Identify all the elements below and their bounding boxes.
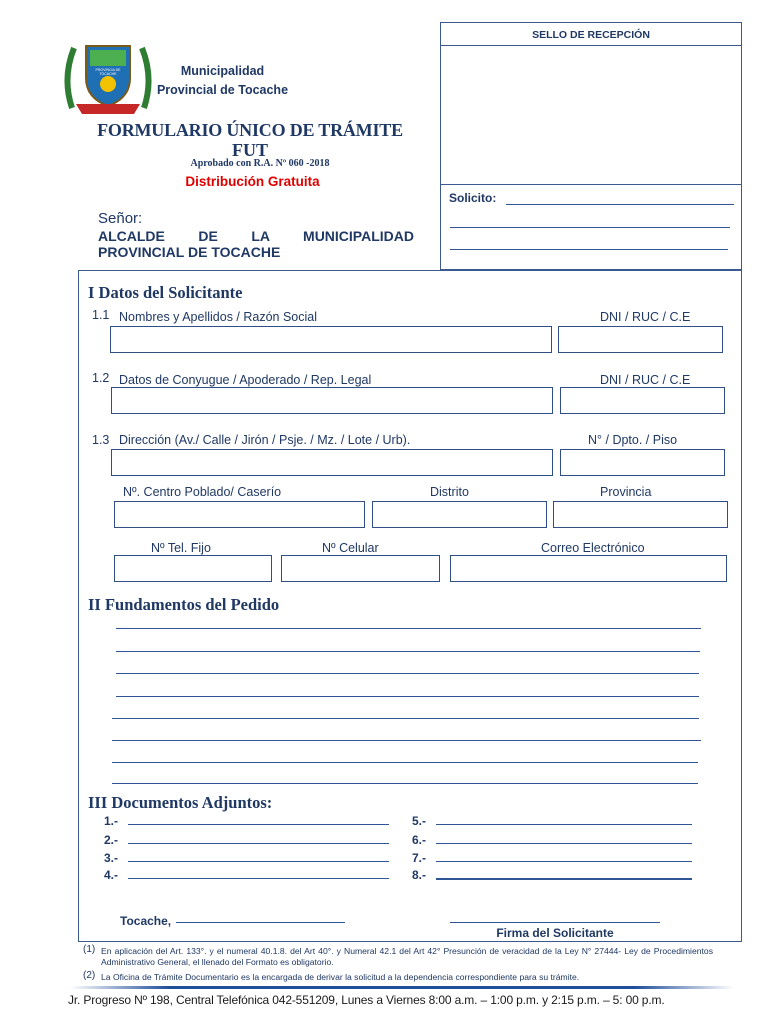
doc-item-4: 4.- xyxy=(104,868,119,882)
grounds-line-8[interactable] xyxy=(112,783,698,784)
id2-label: DNI / RUC / C.E xyxy=(600,373,691,387)
addressee-line2: PROVINCIAL DE TOCACHE xyxy=(98,244,281,260)
doc-line-8[interactable] xyxy=(436,878,692,880)
doc-item-3: 3.- xyxy=(104,851,119,865)
doc-item-2: 2.- xyxy=(104,833,119,847)
request-line-2[interactable] xyxy=(450,227,730,228)
org-name-line1: Municipalidad xyxy=(180,64,265,78)
doc-line-3[interactable] xyxy=(128,861,389,862)
dept-label: N° / Dpto. / Piso xyxy=(588,433,678,447)
village-field[interactable] xyxy=(114,501,365,528)
name-field[interactable] xyxy=(110,326,552,353)
address-label: Dirección (Av./ Calle / Jirón / Psje. / Mz. / Lote / Urb). xyxy=(119,433,411,447)
grounds-line-3[interactable] xyxy=(116,673,699,674)
doc-line-5[interactable] xyxy=(436,824,692,825)
addressee-line1: ALCALDE DE LA MUNICIPALIDAD xyxy=(98,228,414,244)
reception-box xyxy=(440,22,742,270)
doc-item-6: 6.- xyxy=(412,833,427,847)
stamp-title: SELLO DE RECEPCIÓN xyxy=(532,29,650,41)
name-label: Nombres y Apellidos / Razón Social xyxy=(119,310,318,324)
footer-rule xyxy=(70,986,734,989)
date-line[interactable] xyxy=(176,922,345,923)
row2-number: 1.2 xyxy=(92,371,110,385)
form-title: FORMULARIO ÚNICO DE TRÁMITE xyxy=(97,120,403,140)
signature-label: Firma del Solicitante xyxy=(496,926,614,940)
municipal-crest xyxy=(62,38,154,118)
note1-number: (1) xyxy=(83,944,96,955)
grounds-line-6[interactable] xyxy=(112,740,701,741)
id1-label: DNI / RUC / C.E xyxy=(600,310,691,324)
doc-line-2[interactable] xyxy=(128,843,389,844)
id1-field[interactable] xyxy=(558,326,723,353)
grounds-line-5[interactable] xyxy=(112,718,699,719)
stamp-area-divider xyxy=(441,184,741,185)
grounds-line-2[interactable] xyxy=(116,651,700,652)
row3-number: 1.3 xyxy=(92,433,110,447)
province-label: Provincia xyxy=(600,485,652,499)
doc-line-7[interactable] xyxy=(436,861,692,862)
signature-line[interactable] xyxy=(450,922,660,923)
section1-title: I Datos del Solicitante xyxy=(88,283,243,302)
doc-line-1[interactable] xyxy=(128,824,389,825)
distribution-text: Distribución Gratuita xyxy=(185,174,320,189)
request-line-1[interactable] xyxy=(506,204,734,205)
crest-caption: PROVINCIA DE TOCACHE xyxy=(95,68,121,76)
row1-number: 1.1 xyxy=(92,308,110,322)
note2-number: (2) xyxy=(83,970,96,981)
doc-item-1: 1.- xyxy=(104,814,119,828)
district-field[interactable] xyxy=(372,501,547,528)
request-label: Solicito: xyxy=(449,191,497,205)
request-line-3[interactable] xyxy=(450,249,728,250)
doc-item-8: 8.- xyxy=(412,868,427,882)
address-field[interactable] xyxy=(111,449,553,476)
id2-field[interactable] xyxy=(560,387,725,414)
mobile-field[interactable] xyxy=(281,555,440,582)
spouse-label: Datos de Conyugue / Apoderado / Rep. Legal xyxy=(119,373,372,387)
place-date-label: Tocache, xyxy=(120,914,172,928)
approval-text: Aprobado con R.A. Nº 060 -2018 xyxy=(190,158,330,169)
note2-text: La Oficina de Trámite Documentario es la encargada de derivar la solicitud a la dependencia correspondiente para su trámite. xyxy=(101,972,580,982)
email-field[interactable] xyxy=(450,555,727,582)
village-label: Nº. Centro Poblado/ Caserío xyxy=(123,485,282,499)
section3-title: III Documentos Adjuntos: xyxy=(88,793,273,812)
grounds-line-1[interactable] xyxy=(116,628,701,629)
doc-item-5: 5.- xyxy=(412,814,427,828)
doc-line-6[interactable] xyxy=(436,843,692,844)
note1-text: En aplicación del Art. 133°. y el numeral 40.1.8. del Art 40°. y Numeral 42.1 del Art 42° Presunción de veracidad de la Ley N° 27444- Ley de Procedimientos Administrativo General, el llenado del Formato es obligatorio. xyxy=(101,946,713,967)
province-field[interactable] xyxy=(553,501,728,528)
org-name-line2: Provincial de Tocache xyxy=(156,83,289,97)
phone-field[interactable] xyxy=(114,555,272,582)
grounds-line-7[interactable] xyxy=(112,762,698,763)
doc-line-4[interactable] xyxy=(128,878,389,879)
form-subtitle: FUT xyxy=(232,140,268,160)
email-label: Correo Electrónico xyxy=(541,541,645,555)
dept-field[interactable] xyxy=(560,449,725,476)
phone-label: Nº Tel. Fijo xyxy=(151,541,211,555)
doc-item-7: 7.- xyxy=(412,851,427,865)
grounds-line-4[interactable] xyxy=(116,696,699,697)
section2-title: II Fundamentos del Pedido xyxy=(88,595,280,614)
salutation: Señor: xyxy=(98,210,143,227)
spouse-field[interactable] xyxy=(111,387,553,414)
district-label: Distrito xyxy=(430,485,469,499)
mobile-label: Nº Celular xyxy=(322,541,379,555)
footer-address: Jr. Progreso Nº 198, Central Telefónica 042-551209, Lunes a Viernes 8:00 a.m. – 1:00 p.m. y 2:15 p.m. – 5: 00 p.m. xyxy=(68,993,665,1007)
